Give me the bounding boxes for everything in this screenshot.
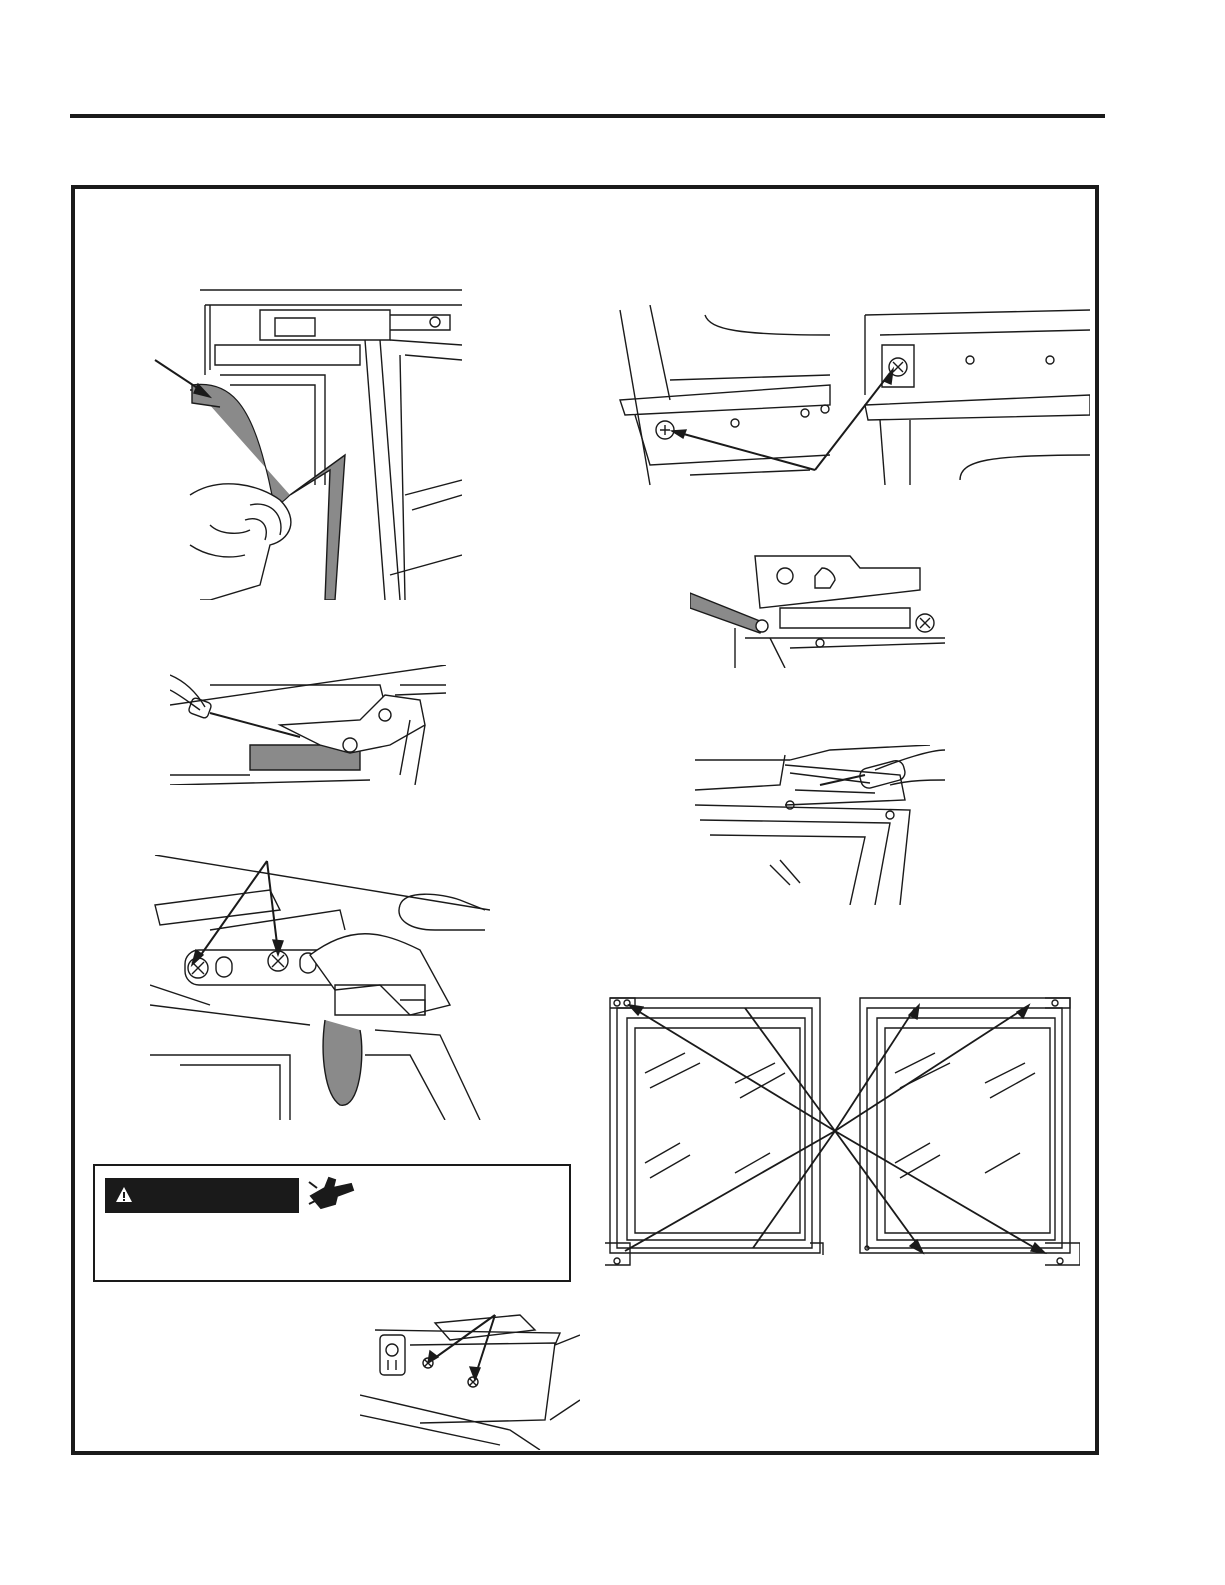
warning-box	[93, 1164, 571, 1282]
gasket-removal-illustration	[150, 285, 462, 600]
hinge-screwdriver-illustration	[170, 665, 446, 785]
door-pair-illustration	[605, 993, 1080, 1273]
hinge-pry-illustration	[690, 548, 945, 668]
pinch-hand-icon	[307, 1174, 355, 1217]
door-top-screwdriver-illustration	[690, 745, 945, 905]
bracket-screws-illustration	[610, 305, 1090, 490]
header-rule	[70, 114, 1105, 118]
hinge-screws-illustration	[150, 855, 490, 1120]
warning-triangle-icon	[115, 1186, 133, 1204]
handle-screws-illustration	[360, 1305, 580, 1450]
warning-badge	[105, 1178, 299, 1213]
